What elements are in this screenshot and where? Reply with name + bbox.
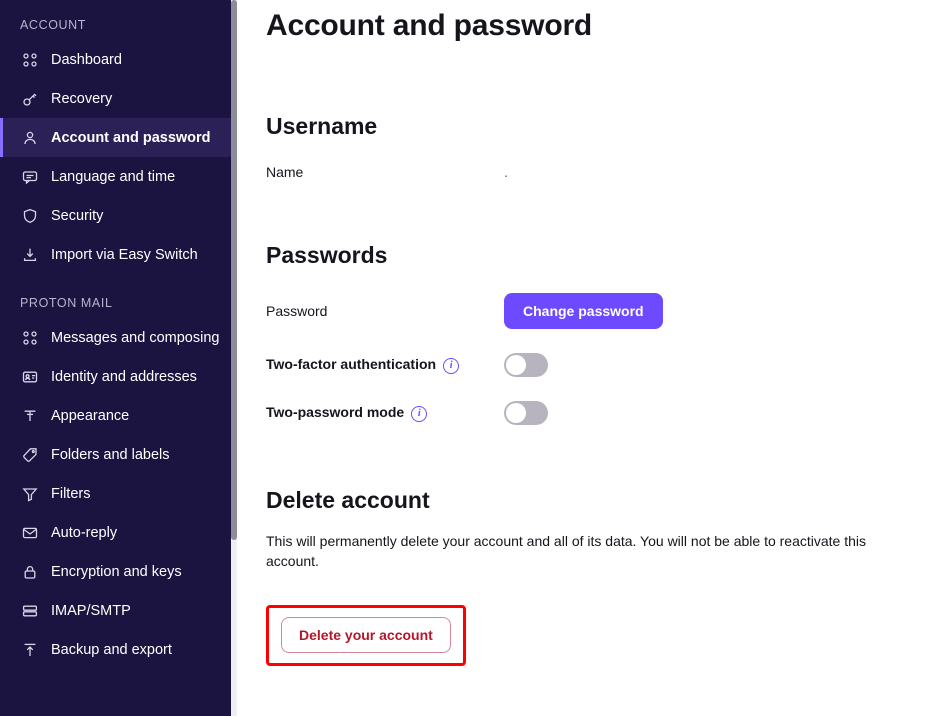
main-content [237, 0, 945, 716]
funnel-icon [20, 484, 40, 504]
user-icon [20, 128, 40, 148]
sidebar-item-label: Language and time [51, 168, 176, 185]
two-factor-toggle[interactable] [504, 353, 548, 377]
envelope-icon [20, 523, 40, 543]
toggle-knob [506, 403, 526, 423]
import-icon [20, 245, 40, 265]
info-icon[interactable]: i [411, 406, 427, 422]
two-password-label-text: Two-password mode [266, 404, 405, 421]
sidebar-item-label: Encryption and keys [51, 563, 182, 580]
sidebar-item-label: Auto-reply [51, 524, 118, 541]
sidebar-item-label: Import via Easy Switch [51, 246, 198, 263]
grid-icon [20, 328, 40, 348]
two-factor-label [266, 356, 504, 373]
delete-account-description: This will permanently delete your account and all of its data. You will not be able to reactivate this account. [266, 533, 867, 569]
password-label: Password [266, 303, 328, 319]
speech-bubble-icon [20, 167, 40, 187]
sidebar-item-messages-and-composing[interactable] [0, 318, 237, 357]
sidebar-item-label: Recovery [51, 90, 113, 107]
sidebar [0, 0, 237, 716]
upload-icon [20, 640, 40, 660]
sidebar-item-import-via-easy-switch[interactable] [0, 235, 237, 274]
two-password-label [266, 404, 504, 421]
tag-icon [20, 445, 40, 465]
card-icon [20, 367, 40, 387]
two-factor-label-text: Two-factor authentication [266, 356, 437, 373]
sidebar-item-identity-and-addresses[interactable] [0, 357, 237, 396]
sidebar-section-title-proton-mail: PROTON MAIL [20, 296, 113, 310]
sidebar-section-title-account: ACCOUNT [20, 18, 87, 32]
sidebar-item-appearance[interactable] [0, 396, 237, 435]
key-icon [20, 89, 40, 109]
sidebar-item-auto-reply[interactable] [0, 513, 237, 552]
sidebar-item-recovery[interactable] [0, 79, 237, 118]
section-heading-passwords: Passwords [266, 242, 388, 268]
sidebar-item-folders-and-labels[interactable] [0, 435, 237, 474]
info-icon[interactable]: i [443, 358, 459, 374]
sidebar-item-label: Identity and addresses [51, 368, 197, 385]
two-password-toggle[interactable] [504, 401, 548, 425]
sidebar-item-security[interactable] [0, 196, 237, 235]
delete-your-account-button[interactable]: Delete your account [281, 617, 451, 653]
sidebar-item-label: Filters [51, 485, 91, 502]
sidebar-item-label: IMAP/SMTP [51, 602, 131, 619]
section-heading-delete-account: Delete account [266, 487, 430, 513]
name-label: Name [266, 164, 304, 180]
row-password [266, 293, 905, 329]
name-value: . [504, 164, 508, 180]
row-name [266, 164, 905, 180]
sidebar-item-imap-smtp[interactable] [0, 591, 237, 630]
sidebar-item-label: Security [51, 207, 104, 224]
palette-icon [20, 406, 40, 426]
lock-icon [20, 562, 40, 582]
sidebar-item-label: Messages and composing [51, 329, 220, 346]
server-icon [20, 601, 40, 621]
sidebar-item-account-and-password[interactable] [0, 118, 237, 157]
sidebar-item-encryption-and-keys[interactable] [0, 552, 237, 591]
sidebar-item-label: Folders and labels [51, 446, 170, 463]
change-password-button[interactable]: Change password [504, 293, 663, 329]
sidebar-item-label: Account and password [51, 129, 211, 146]
delete-account-highlight [266, 605, 466, 666]
sidebar-item-dashboard[interactable] [0, 40, 237, 79]
sidebar-item-language-and-time[interactable] [0, 157, 237, 196]
sidebar-item-label: Dashboard [51, 51, 122, 68]
sidebar-item-filters[interactable] [0, 474, 237, 513]
sidebar-spacer [0, 274, 237, 292]
grid-icon [20, 50, 40, 70]
sidebar-item-backup-and-export[interactable] [0, 630, 237, 669]
sidebar-item-label: Backup and export [51, 641, 172, 658]
sidebar-item-label: Appearance [51, 407, 130, 424]
row-two-password-mode [266, 401, 905, 425]
page-title: Account and password [266, 9, 593, 42]
row-two-factor [266, 353, 905, 377]
section-heading-username: Username [266, 113, 378, 139]
shield-icon [20, 206, 40, 226]
toggle-knob [506, 355, 526, 375]
